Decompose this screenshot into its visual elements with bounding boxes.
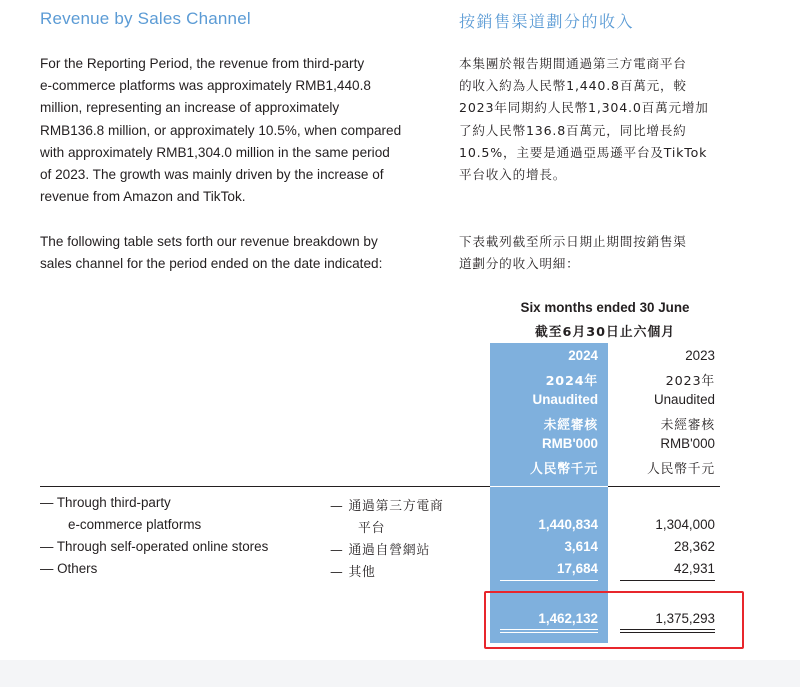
text-line: of 2023. The growth was mainly driven by the increase of [40, 167, 384, 183]
table-header-divider [490, 486, 608, 487]
row-label-en: — Through third-party [40, 495, 171, 510]
column-header-2024 [490, 348, 598, 478]
row-label-en-cont: e-commerce platforms [68, 517, 202, 532]
subtotal-rule-2023 [620, 580, 715, 581]
table-period-zh: 截至6月30日止六個月 [534, 325, 676, 340]
text-line: 了約人民幣136.8百萬元，同比增長約 [459, 122, 687, 138]
row-label-zh: — 通過自營網站 [330, 543, 431, 558]
text-line: 的收入約為人民幣1,440.8百萬元，較 [459, 78, 687, 94]
paragraph-table-intro-zh [459, 231, 759, 275]
column-unit: RMB'000 [541, 436, 598, 451]
table-period-en: Six months ended 30 June [520, 300, 690, 315]
value-2023: 28,362 [674, 539, 715, 554]
column-year: 2024 [568, 348, 598, 363]
column-unit-zh: 人民幣千元 [530, 462, 598, 477]
highlight-annotation-box [484, 591, 744, 649]
paragraph-revenue-zh [459, 53, 759, 186]
text-line: The following table sets forth our revenue breakdown by [40, 234, 378, 249]
value-2024: 1,440,834 [538, 517, 598, 532]
text-line: RMB136.8 million, or approximately 10.5%, when compared [40, 122, 402, 138]
text-line: 下表載列截至所示日期止期間按銷售渠 [459, 234, 687, 249]
text-line: revenue from Amazon and TikTok. [40, 189, 246, 205]
column-audit-status: Unaudited [653, 392, 715, 407]
row-label-en: — Through self-operated online stores [40, 539, 269, 554]
column-unit: RMB'000 [660, 436, 715, 451]
section-heading-zh: 按銷售渠道劃分的收入 [459, 12, 635, 31]
text-line: For the Reporting Period, the revenue from third-party [40, 56, 365, 71]
value-2023: 1,304,000 [655, 517, 715, 532]
column-audit-status-zh: 未經審核 [543, 418, 598, 433]
value-2023: 42,931 [674, 561, 715, 576]
text-line: 2023年同期約人民幣1,304.0百萬元增加 [459, 100, 709, 116]
value-2024: 3,614 [564, 539, 598, 554]
column-year: 2023 [685, 348, 715, 363]
column-unit-zh: 人民幣千元 [647, 462, 715, 477]
text-line: with approximately RMB1,304.0 million in the same period [40, 144, 390, 160]
row-label-zh: — 通過第三方電商 [330, 499, 444, 514]
text-line: 本集團於報告期間通過第三方電商平台 [459, 56, 687, 71]
section-heading-en: Revenue by Sales Channel [40, 9, 251, 28]
text-line: million, representing an increase of approximately [40, 100, 340, 116]
text-line: 10.5%，主要是通過亞馬遜平台及TikTok [459, 144, 708, 160]
text-line: 道劃分的收入明細： [459, 256, 580, 272]
text-line: e-commerce platforms was approximately RMB1,440.8 [40, 78, 371, 94]
row-label-zh: — 其他 [330, 565, 376, 580]
column-header-2023 [610, 348, 715, 478]
row-label-en: — Others [40, 561, 98, 576]
column-audit-status-zh: 未經審核 [660, 418, 715, 433]
column-year-zh: 2023年 [665, 374, 715, 389]
paragraph-revenue-en [40, 53, 438, 208]
subtotal-rule-2024 [500, 580, 598, 581]
text-line: sales channel for the period ended on the date indicated: [40, 256, 383, 272]
column-audit-status: Unaudited [532, 392, 598, 407]
table-header-divider [40, 486, 490, 487]
column-year-zh: 2024年 [545, 374, 598, 389]
viewer-background-strip [0, 660, 800, 687]
row-label-zh-cont: 平台 [358, 521, 386, 536]
table-header-divider [608, 486, 720, 487]
text-line: 平台收入的增長。 [459, 167, 567, 183]
value-2024: 17,684 [557, 561, 598, 576]
total-2023: 1,375,293 [655, 611, 715, 626]
total-2024: 1,462,132 [538, 611, 598, 626]
paragraph-table-intro-en [40, 231, 438, 275]
